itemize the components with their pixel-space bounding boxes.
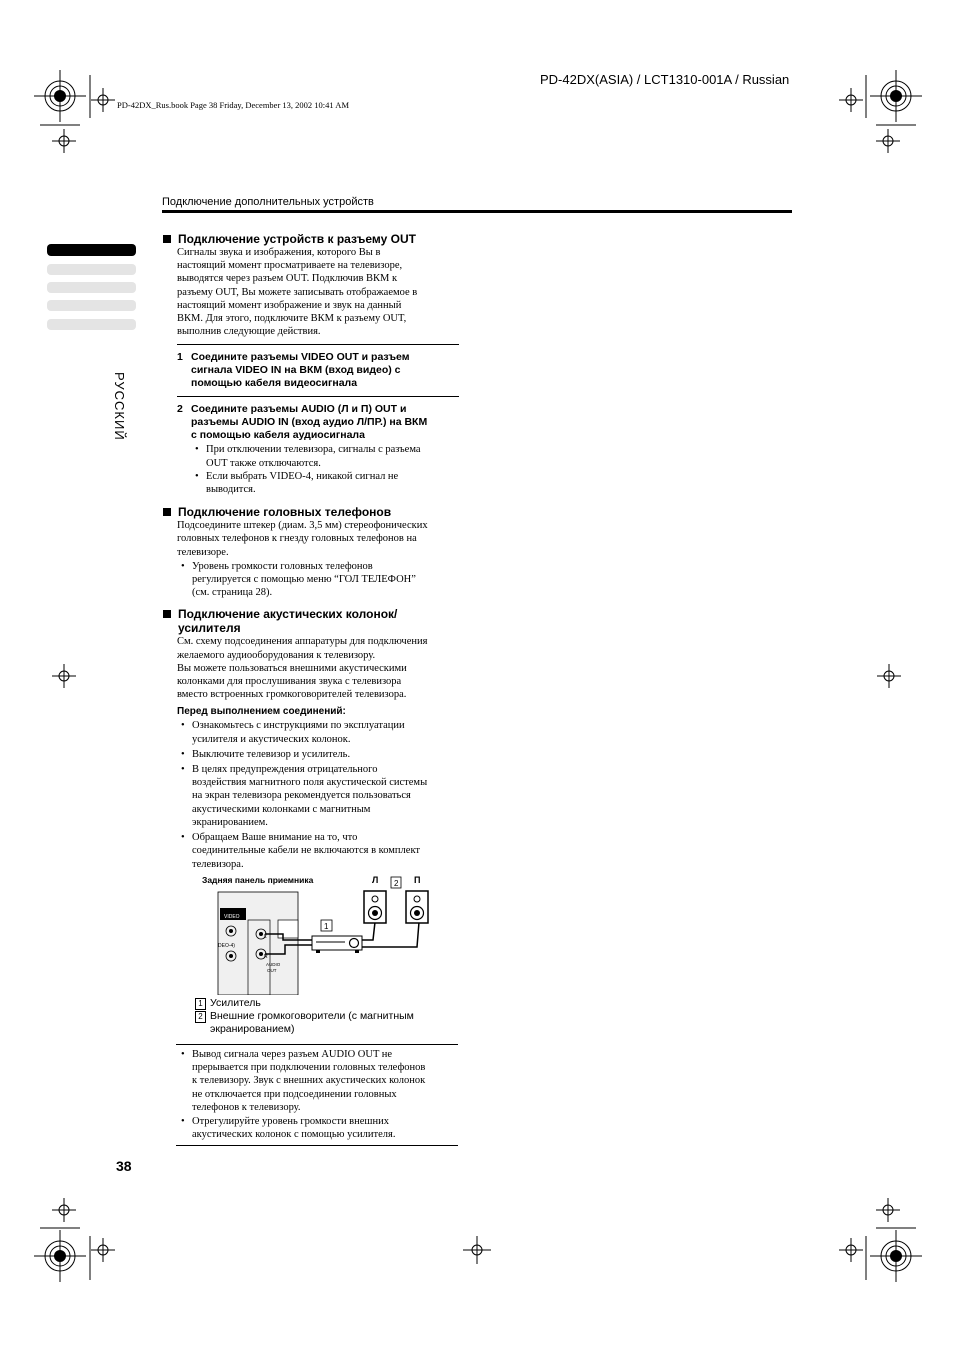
svg-text:VIDEO: VIDEO — [224, 914, 240, 920]
connection-diagram — [195, 870, 455, 995]
section-heading-out: Подключение устройств к разъему OUT — [162, 232, 462, 246]
out-intro: Сигналы звука и изображения, которого Вы в настоящий момент просматриваете на телевизоре, выводятся через разъем OUT. Подключив ВКМ к разъему OUT, Вы можете записывать отображаемое в настоящий момент изображение и звук на данный ВКМ. Для этого, подключите ВКМ к разъему OUT, выполнив следующие действия. — [177, 247, 418, 338]
section-heading-speakers: Подключение акустических колонок/ усилителя — [162, 607, 462, 635]
notes-rule-top — [176, 1044, 458, 1045]
language-tab — [47, 264, 136, 275]
list-item: • Если выбрать VIDEO-4, никакой сигнал не выводится. — [206, 470, 462, 496]
speakers-intro: См. схему подсоединения аппаратуры для подключения желаемого аудиооборудования к телевизору. Вы можете пользоваться внешними акустическими колонками для прослушивания звука с телевизора вместо встроенных громкоговорителей телевизора. — [177, 636, 428, 701]
amplifier-icon — [312, 936, 362, 953]
step-rule — [177, 396, 459, 397]
list-item: • Отрегулируйте уровень громкости внешних акустических колонок с помощью усилителя. — [192, 1115, 472, 1141]
speaker-cables — [362, 922, 419, 947]
document-id: PD-42DX(ASIA) / LCT1310-001A / Russian — [540, 72, 790, 87]
square-bullet-icon — [163, 508, 171, 516]
step-2: 2 Соедините разъемы AUDIO (Л и П) OUT и разъемы AUDIO IN (вход аудио Л/ПР.) на ВКМ с помощью кабеля аудиосигнала — [177, 403, 428, 442]
language-tab-active — [47, 244, 136, 256]
speaker-left-label: Л — [372, 875, 379, 885]
legend-item: 2 Внешние громкоговорители (с магнитным экранированием) — [195, 1010, 414, 1035]
speaker-right-label: П — [414, 875, 421, 885]
header-rule — [162, 210, 792, 213]
svg-text:L: L — [264, 934, 267, 940]
diagram-title: Задняя панель приемника — [202, 875, 314, 885]
before-connection-title: Перед выполнением соединений: — [177, 706, 346, 718]
list-item: • Вывод сигнала через разъем AUDIO OUT не прерывается при подключении головных телефонов к телевизору. Звук с внешних акустических колонок не отключается при подсоединении головных телефонов к телевизору. — [192, 1048, 472, 1114]
notes-rule-bottom — [176, 1145, 458, 1146]
main-column — [162, 232, 462, 871]
list-item: • Ознакомьтесь с инструкциями по эксплуатации усилителя и акустических колонок. — [192, 719, 462, 745]
language-label: РУССКИЙ — [112, 372, 127, 441]
svg-text:DEO-4): DEO-4) — [218, 943, 235, 949]
svg-text:R: R — [264, 954, 268, 960]
step-1: 1 Соедините разъемы VIDEO OUT и разъем сигнала VIDEO IN на ВКМ (вход видео) с помощью кабеля видеосигнала — [177, 351, 410, 390]
list-item: • При отключении телевизора, сигналы с разъема OUT также отключаются. — [206, 443, 462, 469]
list-item: • В целях предупреждения отрицательного воздействия магнитного поля акустической системы на экран телевизора рекомендуется пользоваться акустическими колонками с магнитным экранированием. — [192, 763, 462, 829]
list-item: • Обращаем Ваше внимание на то, что соединительные кабели не включаются в комплект телевизора. — [192, 831, 462, 871]
list-item: • Уровень громкости головных телефонов регулируется с помощью меню “ГОЛ ТЕЛЕФОН” (см. страница 28). — [192, 560, 462, 600]
speaker-left-icon — [364, 891, 386, 923]
notes-list — [192, 1048, 472, 1141]
language-tab — [47, 300, 136, 311]
step-rule — [177, 344, 459, 345]
speaker-right-icon — [406, 891, 428, 923]
svg-text:AUDIO: AUDIO — [266, 962, 281, 967]
square-bullet-icon — [163, 610, 171, 618]
list-item: • Выключите телевизор и усилитель. — [192, 748, 462, 761]
section-header: Подключение дополнительных устройств — [162, 196, 374, 208]
svg-text:OUT: OUT — [267, 968, 277, 973]
page-number: 38 — [116, 1158, 132, 1174]
language-tab — [47, 319, 136, 330]
headphones-notes — [192, 560, 462, 600]
diagram-legend — [195, 997, 414, 1035]
section-heading-headphones: Подключение головных телефонов — [162, 505, 462, 519]
language-tab — [47, 282, 136, 293]
legend-item: 1 Усилитель — [195, 997, 414, 1010]
step-2-notes — [206, 443, 462, 496]
callout-2: 2 — [394, 879, 399, 888]
headphones-intro: Подсоедините штекер (диам. 3,5 мм) стереофонических головных телефонов к гнезду головных телефонов на телевизоре. — [177, 520, 428, 558]
square-bullet-icon — [163, 235, 171, 243]
callout-1: 1 — [324, 922, 329, 931]
before-connection-list — [192, 719, 462, 870]
book-info: PD-42DX_Rus.book Page 38 Friday, December 13, 2002 10:41 AM — [117, 100, 349, 110]
receiver-rear-panel — [218, 892, 298, 995]
